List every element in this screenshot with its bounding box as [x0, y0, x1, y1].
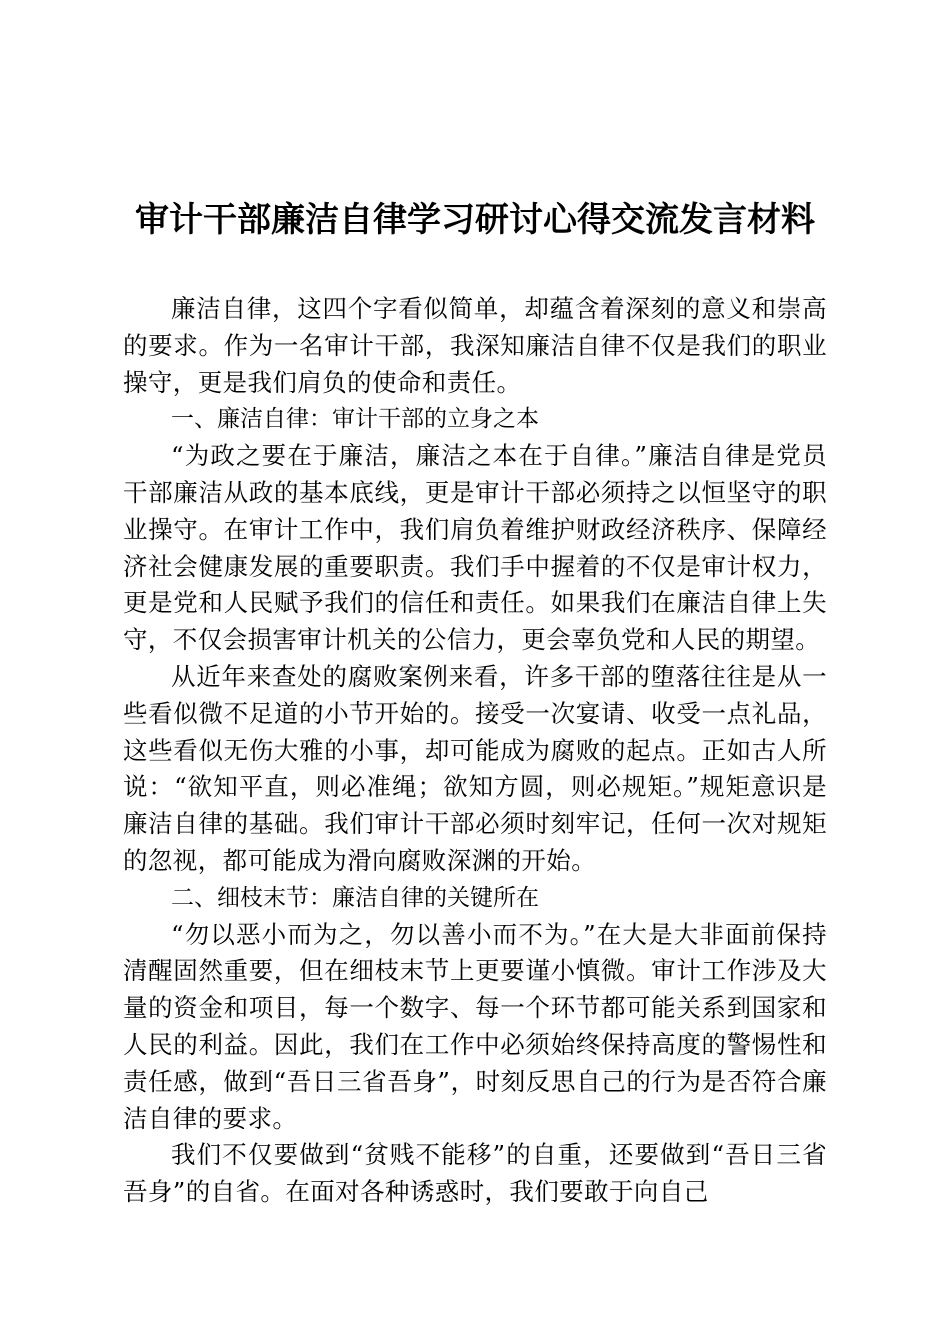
section-heading-1: 一、廉洁自律：审计干部的立身之本 [171, 406, 539, 433]
paragraph: 我们不仅要做到“贫贱不能移”的自重，还要做到“吾日三省吾身”的自省。在面对各种诱惑时，我们要敢于向自己 [123, 1140, 827, 1207]
paragraph: “勿以恶小而为之，勿以善小而不为。”在大是大非面前保持清醒固然重要，但在细枝末节上更要谨小慎微。审计工作涉及大量的资金和项目，每一个数字、每一个环节都可能关系到国家和人民的利益。因此，我们在工作中必须始终保持高度的警惕性和责任感，做到“吾日三省吾身”，时刻反思自己的行为是否符合廉洁自律的要求。 [123, 919, 827, 1133]
paragraph-intro: 廉洁自律，这四个字看似简单，却蕴含着深刻的意义和崇高的要求。作为一名审计干部，我深知廉洁自律不仅是我们的职业操守，更是我们肩负的使命和责任。 [123, 294, 827, 397]
paragraph: 从近年来查处的腐败案例来看，许多干部的堕落往往是从一些看似微不足道的小节开始的。接受一次宴请、收受一点礼品，这些看似无伤大雅的小事，却可能成为腐败的起点。正如古人所说：“欲知平直，则必准绳；欲知方圆，则必规矩。”规矩意识是廉洁自律的基础。我们审计干部必须时刻牢记，任何一次对规矩的忽视，都可能成为滑向腐败深渊的开始。 [123, 661, 827, 875]
section-heading-2: 二、细枝末节：廉洁自律的关键所在 [171, 884, 539, 911]
document-title: 审计干部廉洁自律学习研讨心得交流发言材料 [135, 200, 815, 240]
paragraph: “为政之要在于廉洁，廉洁之本在于自律。”廉洁自律是党员干部廉洁从政的基本底线，更是审计干部必须持之以恒坚守的职业操守。在审计工作中，我们肩负着维护财政经济秩序、保障经济社会健康发展的重要职责。我们手中握着的不仅是审计权力，更是党和人民赋予我们的信任和责任。如果我们在廉洁自律上失守，不仅会损害审计机关的公信力，更会辜负党和人民的期望。 [123, 441, 827, 655]
document-body [123, 291, 827, 1211]
